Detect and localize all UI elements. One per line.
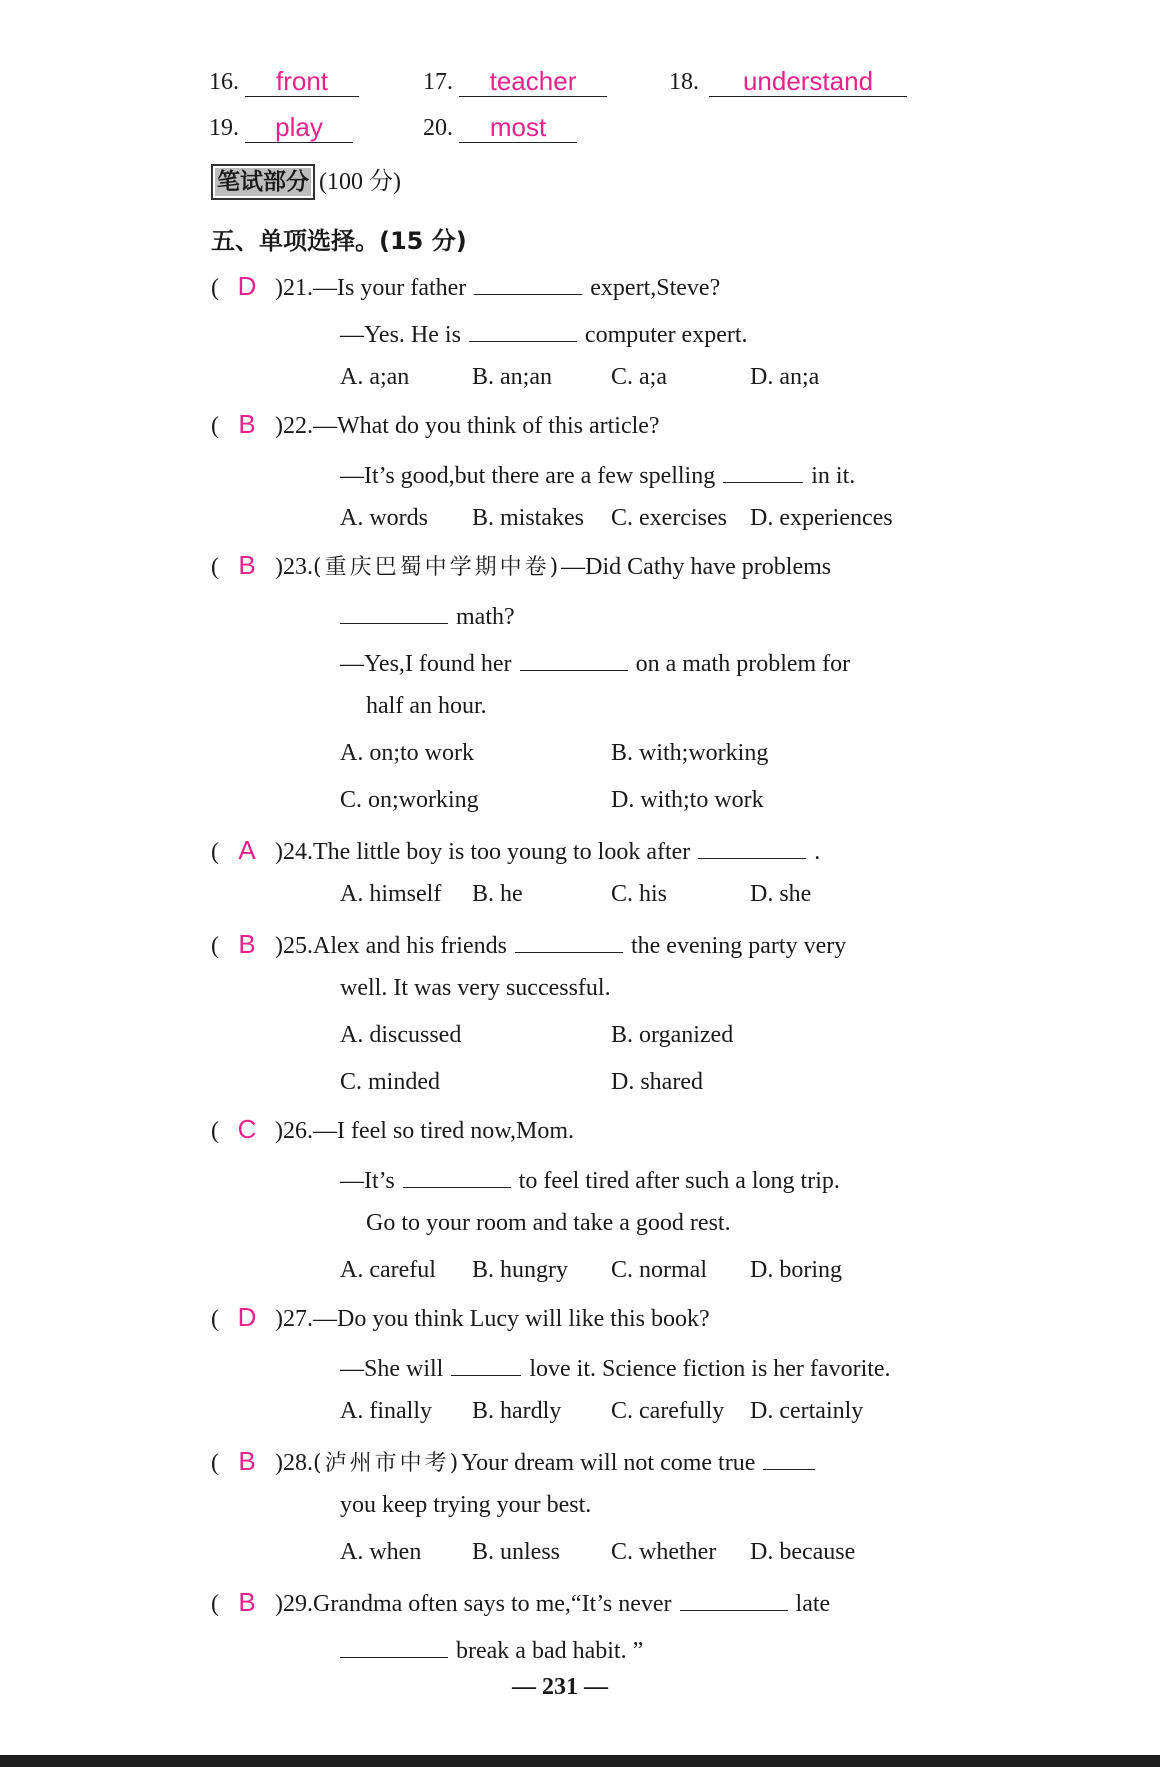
option-d: D. with;to work: [611, 787, 764, 813]
question-24: ( A )24.The little boy is too young to look after .: [211, 832, 820, 867]
question-23-line2: math?: [340, 597, 515, 632]
answer-18: 18. understand: [669, 66, 907, 97]
answer-16-value: front: [245, 66, 359, 97]
option-b: B. with;working: [611, 740, 769, 766]
question-29: ( B )29.Grandma often says to me,“It’s never late: [211, 1584, 830, 1619]
option-c: C. normal: [611, 1257, 707, 1283]
option-b: B. hungry: [472, 1257, 568, 1283]
option-d: D. she: [750, 881, 812, 907]
answer-letter: B: [238, 1587, 256, 1617]
option-a: A. discussed: [340, 1022, 462, 1048]
option-b: B. hardly: [472, 1398, 562, 1424]
option-a: A. on;to work: [340, 740, 474, 766]
option-c: C. on;working: [340, 787, 479, 813]
option-b: B. unless: [472, 1539, 561, 1565]
option-c: C. carefully: [611, 1398, 725, 1424]
option-d: D. shared: [611, 1069, 703, 1095]
question-27: ( D )27.—Do you think Lucy will like this book?: [211, 1302, 710, 1332]
option-d: D. because: [750, 1539, 856, 1565]
question-26-line3: Go to your room and take a good rest.: [366, 1210, 731, 1236]
answer-17: 17. teacher: [423, 66, 607, 97]
question-26-line2: —It’s to feel tired after such a long trip.: [340, 1161, 840, 1196]
question-22-line2: —It’s good,but there are a few spelling in it.: [340, 456, 855, 491]
answer-20: 20. most: [423, 112, 577, 143]
question-22: ( B )22.—What do you think of this article?: [211, 409, 660, 439]
answer-20-value: most: [459, 112, 577, 143]
option-a: A. himself: [340, 881, 442, 907]
answer-19-value: play: [245, 112, 353, 143]
option-b: B. mistakes: [472, 505, 584, 531]
question-28: ( B )28.(泸州市中考)Your dream will not come true: [211, 1443, 823, 1479]
answer-18-value: understand: [709, 66, 907, 97]
section-box-label: 笔试部分: [211, 164, 315, 200]
answer-letter: B: [238, 929, 256, 959]
section-score: (100 分): [319, 169, 401, 195]
section-title: [211, 164, 401, 200]
answer-letter: D: [237, 1302, 257, 1332]
question-25: ( B )25.Alex and his friends the evening party very: [211, 926, 846, 961]
question-source: (重庆巴蜀中学期中卷): [313, 555, 562, 580]
option-d: D. an;a: [750, 364, 820, 390]
option-c: C. a;a: [611, 364, 667, 390]
option-a: A. careful: [340, 1257, 436, 1283]
question-26: ( C )26.—I feel so tired now,Mom.: [211, 1114, 575, 1144]
question-21: ( D )21.—Is your father expert,Steve?: [211, 268, 720, 303]
answer-letter: C: [237, 1114, 257, 1144]
question-27-line2: —She will love it. Science fiction is her favorite.: [340, 1349, 891, 1384]
option-c: C. his: [611, 881, 668, 907]
bottom-edge-bar: [0, 1755, 1160, 1767]
question-source: (泸州市中考): [313, 1451, 462, 1476]
question-25-line2: well. It was very successful.: [340, 975, 611, 1001]
option-d: D. experiences: [750, 505, 893, 531]
option-b: B. an;an: [472, 364, 552, 390]
page-number: — 231 —: [512, 1674, 608, 1700]
option-c: C. exercises: [611, 505, 727, 531]
question-23: ( B )23.(重庆巴蜀中学期中卷)—Did Cathy have problems: [211, 550, 832, 580]
answer-19: 19. play: [209, 112, 353, 143]
question-28-line2: you keep trying your best.: [340, 1492, 592, 1518]
option-a: A. a;an: [340, 364, 410, 390]
option-d: D. certainly: [750, 1398, 864, 1424]
answer-letter: B: [238, 1446, 256, 1476]
option-c: C. minded: [340, 1069, 440, 1095]
option-a: A. finally: [340, 1398, 432, 1424]
answer-letter: B: [238, 550, 256, 580]
option-d: D. boring: [750, 1257, 842, 1283]
option-a: A. when: [340, 1539, 422, 1565]
option-b: B. organized: [611, 1022, 734, 1048]
answer-16: 16. front: [209, 66, 359, 97]
answer-letter: B: [238, 409, 256, 439]
question-23-line4: half an hour.: [366, 693, 487, 719]
answer-letter: A: [238, 835, 256, 865]
answer-17-value: teacher: [459, 66, 607, 97]
question-23-line3: —Yes,I found her on a math problem for: [340, 644, 850, 679]
option-b: B. he: [472, 881, 523, 907]
question-21-line2: —Yes. He is computer expert.: [340, 315, 748, 350]
question-29-line2: break a bad habit. ”: [340, 1631, 643, 1666]
option-c: C. whether: [611, 1539, 717, 1565]
answer-letter: D: [237, 271, 257, 301]
option-a: A. words: [340, 505, 428, 531]
section-heading: 五、单项选择。(15 分): [211, 227, 467, 255]
